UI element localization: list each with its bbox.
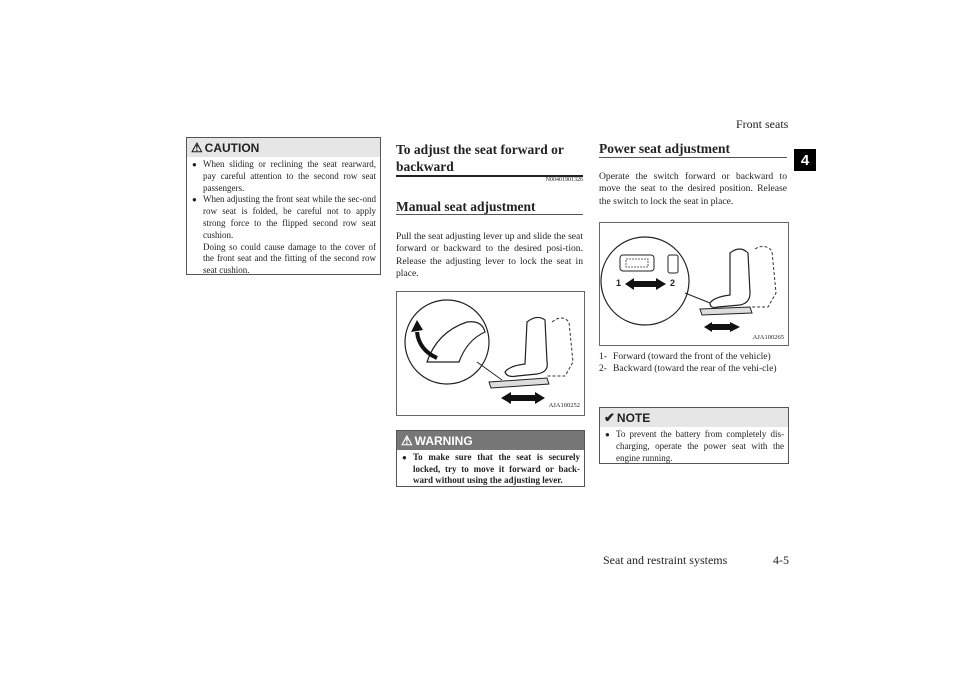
manual-paragraph: Pull the seat adjusting lever up and slide the seat forward or backward to the desired posi-tion. Release the adjusting lever to lock the seat in place. (396, 231, 583, 280)
warning-item: ● To make sure that the seat is securely locked, try to move it forward or back-ward without using the adjusting lever. (397, 452, 584, 487)
power-heading-rule (599, 157, 787, 158)
chapter-tab: 4 (794, 149, 816, 171)
figure-label: AJA100252 (548, 402, 580, 409)
warning-triangle-icon: ⚠ (401, 432, 413, 448)
warning-label: WARNING (414, 433, 473, 448)
caution-header (187, 138, 380, 157)
power-seat-illustration (600, 223, 788, 345)
arrow-label-forward: 1 (616, 278, 622, 288)
seat-lever-illustration (397, 292, 584, 415)
subheading-power: Power seat adjustment (599, 141, 730, 156)
manual-seat-figure (396, 291, 585, 416)
list-item (599, 363, 787, 375)
list-text: Backward (toward the rear of the vehi-cle) (613, 363, 777, 375)
caution-item (187, 194, 380, 277)
warning-triangle-icon: ⚠ (191, 139, 203, 155)
subheading-rule (396, 214, 583, 215)
power-seat-figure (599, 222, 789, 346)
caution-label: CAUTION (204, 140, 260, 155)
arrow-label-backward: 2 (670, 278, 676, 288)
list-item (599, 351, 787, 363)
list-number: 2- (599, 363, 607, 375)
page-header-title: Front seats (736, 117, 789, 131)
caution-item-subtext: Doing so could cause damage to the cover of the front seat and the fitting of the second row seat cushion. (203, 241, 376, 276)
caution-item: ● When sliding or reclining the seat rearward, pay careful attention to the second row seat passengers. (187, 159, 380, 194)
caution-item-text: When adjusting the front seat while the sec-ond row seat is folded, be careful not to apply strong force to the flipped second row seat cushion. (203, 194, 376, 240)
footer-section-title: Seat and restraint systems (603, 553, 728, 567)
figure-label: AJA100265 (752, 334, 784, 341)
footer-page-number: 4-5 (773, 553, 789, 567)
warning-box (396, 430, 585, 487)
caution-box (186, 137, 381, 275)
direction-list (599, 351, 787, 376)
note-header (600, 408, 788, 427)
subheading-manual: Manual seat adjustment (396, 199, 536, 214)
section-heading-seat-adjust: To adjust the seat forward or backward (396, 142, 564, 174)
checkmark-icon: ✔ (604, 409, 615, 425)
list-text: Forward (toward the front of the vehicle) (613, 351, 771, 362)
list-number: 1- (599, 351, 607, 362)
note-label: NOTE (616, 410, 651, 425)
note-box (599, 407, 789, 464)
warning-header (397, 431, 584, 450)
note-item: ● To prevent the battery from completely dis-charging, operate the power seat with the engine running. (600, 429, 788, 464)
power-paragraph: Operate the switch forward or backward to move the seat to the desired position. Release the switch to lock the seat in place. (599, 171, 787, 207)
section-code: N00401901326 (545, 177, 583, 183)
